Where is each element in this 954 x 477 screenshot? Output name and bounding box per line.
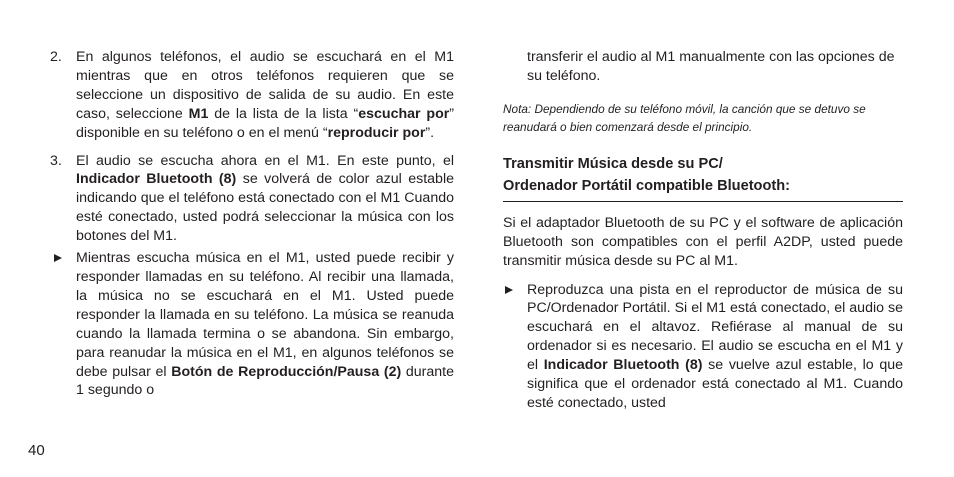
- right-column: [503, 48, 903, 413]
- continuation-text: transferir el audio al M1 manualmente con las opciones de su teléfono.: [527, 49, 895, 84]
- step-text: El audio se escucha ahora en el M1. En este punto, el Indicador Bluetooth (8) se volverá de color azul estable indicando que el teléfono está conectado con el M1 Cuando esté conectado, usted podrá seleccionar la música con los botones del M1.: [76, 152, 454, 245]
- step-number: 2.: [50, 49, 62, 65]
- note-text: Nota: Dependiendo de su teléfono móvil, la canción que se detuvo se reanudará o bien comenzará desde el principio.: [503, 101, 866, 134]
- bullet-item-pc: [503, 281, 903, 413]
- left-column: [48, 48, 454, 400]
- step-text: En algunos teléfonos, el audio se escuchará en el M1 mientras que en otros teléfonos requieren que se seleccione un dispositivo de salida de su audio. En este caso, seleccione M1 de la lista de la lista “escuchar por” disponible en su teléfono o en el menú “reproducir por”.: [76, 49, 454, 141]
- step-number: 3.: [50, 152, 62, 169]
- section-heading: Transmitir Música desde su PC/ Ordenador Portátil compatible Bluetooth:: [503, 153, 903, 202]
- step-3: [48, 152, 454, 247]
- section-paragraph: Si el adaptador Bluetooth de su PC y el software de aplicación Bluetooth son compatibles con el perfil A2DP, usted puede transmitir música desde su PC al M1.: [503, 214, 903, 269]
- page-number: 40: [28, 442, 45, 459]
- bullet-triangle-icon: [505, 286, 513, 294]
- step-2: [48, 48, 454, 143]
- bullet-item-calls: [48, 249, 454, 400]
- bullet-text: Mientras escucha música en el M1, usted puede recibir y responder llamadas en su teléfono. Al recibir una llamada, la música no se escuchará en el M1. Usted puede responder la llamada en su teléfono. La música se reanuda cuando la llamada termina o se abandona. Sin embargo, para reanudar la música en el M1, en algunos teléfonos se debe pulsar el Botón de Reproducción/Pausa (2) durante 1 segundo o: [76, 250, 454, 399]
- bullet-triangle-icon: [54, 254, 62, 262]
- bullet-text: Reproduzca una pista en el reproductor de música de su PC/Ordenador Portátil. Si el M1 está conectado, el audio se escuchará en el altavoz. Refiérase al manual de su ordenador si es necesario. El audio se escucha en el M1 y el Indicador Bluetooth (8) se vuelve azul estable, lo que significa que el ordenador está conectado al M1. Cuando esté conectado, usted: [527, 281, 903, 411]
